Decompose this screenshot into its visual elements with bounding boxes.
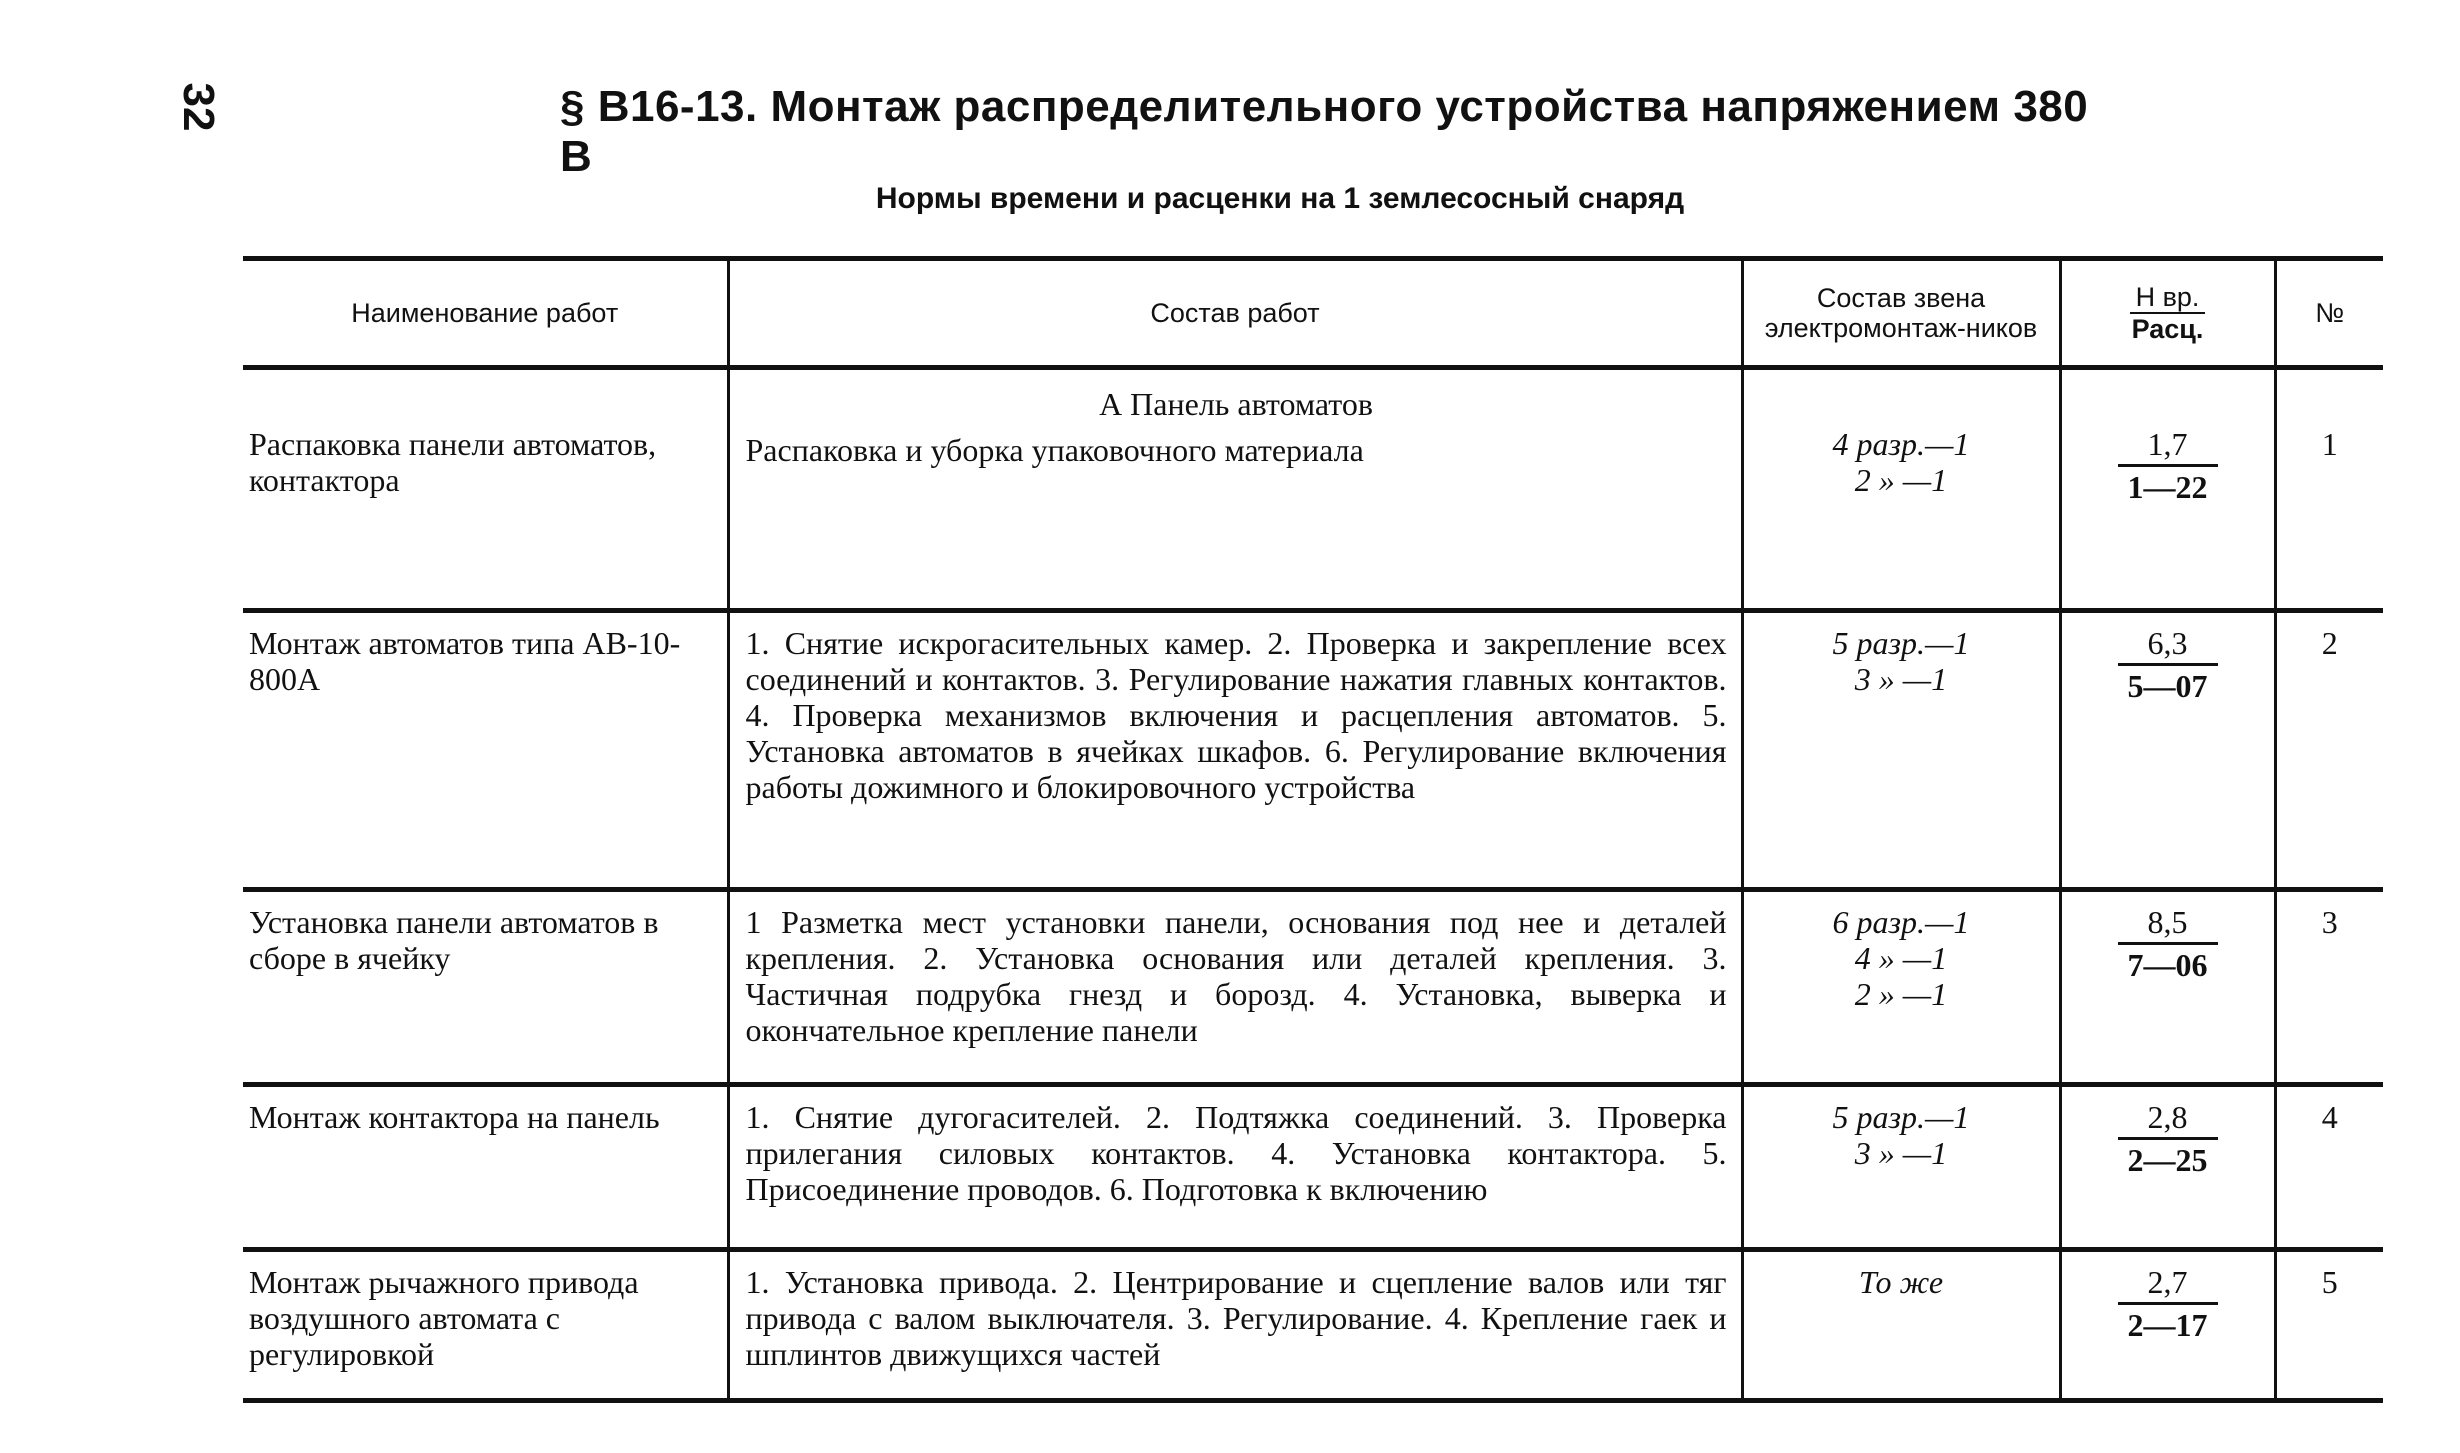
norm-time: 1,7: [2118, 426, 2218, 467]
crew-line: 6 разр.—1: [1832, 904, 1970, 940]
work-name: Монтаж контактора на панель: [243, 1085, 728, 1250]
crew-line: То же: [1858, 1264, 1944, 1300]
norm-time: 2,8: [2118, 1099, 2218, 1140]
work-name: Установка панели автоматов в сборе в ячейку: [243, 890, 728, 1085]
crew-line: 4 разр.—1: [1832, 426, 1970, 462]
norm-cell: [2060, 368, 2275, 611]
table-row: [243, 1250, 2383, 1401]
crew-line: 3 » —1: [1854, 661, 1948, 697]
crew-line: 2 » —1: [1854, 976, 1948, 1012]
norm-time: 2,7: [2118, 1264, 2218, 1305]
rate: 5—07: [2127, 668, 2208, 704]
header-name: Наименование работ: [243, 259, 728, 368]
table-row: [243, 368, 2383, 611]
work-name: Монтаж рычажного привода воздушного автомата с регулировкой: [243, 1250, 728, 1401]
header-rate: Расц.: [2131, 314, 2204, 344]
work-description: 1. Снятие искрогасительных камер. 2. Проверка и закрепление всех соединений и контактов. 3. Регулирование нажатия главных контактов. 4. Проверка механизмов включения и расцепления автоматов. 5. Установка автоматов в ячейках шкафов. 6. Регулирование включения работы дожимного и блокировочного устройства: [728, 611, 1742, 890]
norm-cell: [2060, 1085, 2275, 1250]
crew-composition: [1742, 890, 2060, 1085]
work-name: Распаковка панели автоматов, контактора: [243, 368, 728, 611]
norm-cell: [2060, 611, 2275, 890]
table-row: [243, 611, 2383, 890]
work-description: 1. Установка привода. 2. Центрирование и сцепление валов или тяг привода с валом выключателя. 3. Регулирование. 4. Крепление гаек и шплинтов движущихся частей: [728, 1250, 1742, 1401]
work-description: 1. Снятие дугогасителей. 2. Подтяжка соединений. 3. Проверка прилегания силовых контактов. 4. Установка контактора. 5. Присоединение проводов. 6. Подготовка к включению: [728, 1085, 1742, 1250]
norm-time: 6,3: [2118, 625, 2218, 666]
work-description: [728, 368, 1742, 611]
rate: 2—17: [2127, 1307, 2208, 1343]
norm-fraction: [2118, 1099, 2218, 1178]
table-row: [243, 1085, 2383, 1250]
norm-time: 8,5: [2118, 904, 2218, 945]
header-number: №: [2275, 259, 2383, 368]
norm-fraction: [2118, 1264, 2218, 1343]
norm-cell: [2060, 890, 2275, 1085]
norm-fraction: [2118, 625, 2218, 704]
section-heading: А Панель автоматов: [1099, 386, 1373, 422]
row-number: 4: [2275, 1085, 2383, 1250]
rate: 2—25: [2127, 1142, 2208, 1178]
crew-line: 3 » —1: [1854, 1135, 1948, 1171]
row-number: 3: [2275, 890, 2383, 1085]
rate: 7—06: [2127, 947, 2208, 983]
crew-composition: [1742, 1250, 2060, 1401]
work-description: 1 Разметка мест установки панели, основания под нее и деталей крепления. 2. Установка основания или деталей крепления. 3. Частичная подрубка гнезд и борозд. 4. Установка, выверка и окончательное крепление панели: [728, 890, 1742, 1085]
norm-fraction: [2118, 426, 2218, 505]
row-number: 1: [2275, 368, 2383, 611]
header-norm: [2060, 259, 2275, 368]
page-subtitle: Нормы времени и расценки на 1 землесосный снаряд: [875, 182, 1685, 215]
crew-composition: [1742, 611, 2060, 890]
crew-line: 2 » —1: [1854, 462, 1948, 498]
table-header-row: [243, 259, 2383, 368]
norms-table: [243, 256, 2383, 1403]
work-name: Монтаж автоматов типа АВ-10-800А: [243, 611, 728, 890]
crew-composition: [1742, 368, 2060, 611]
header-norm-fraction: [2130, 282, 2206, 344]
work-description-text: Распаковка и уборка упаковочного материала: [745, 432, 1364, 468]
norm-cell: [2060, 1250, 2275, 1401]
row-number: 5: [2275, 1250, 2383, 1401]
header-crew: Состав звена электромонтаж-ников: [1742, 259, 2060, 368]
header-work: Состав работ: [728, 259, 1742, 368]
page-title: § В16-13. Монтаж распределительного устройства напряжением 380 В: [560, 82, 2089, 181]
crew-line: 5 разр.—1: [1832, 1099, 1970, 1135]
rate: 1—22: [2127, 469, 2208, 505]
row-number: 2: [2275, 611, 2383, 890]
header-norm-time: Н вр.: [2130, 282, 2206, 314]
table-row: [243, 890, 2383, 1085]
crew-line: 4 » —1: [1854, 940, 1948, 976]
norm-fraction: [2118, 904, 2218, 983]
page-number: 32: [174, 82, 223, 132]
crew-line: 5 разр.—1: [1832, 625, 1970, 661]
crew-composition: [1742, 1085, 2060, 1250]
